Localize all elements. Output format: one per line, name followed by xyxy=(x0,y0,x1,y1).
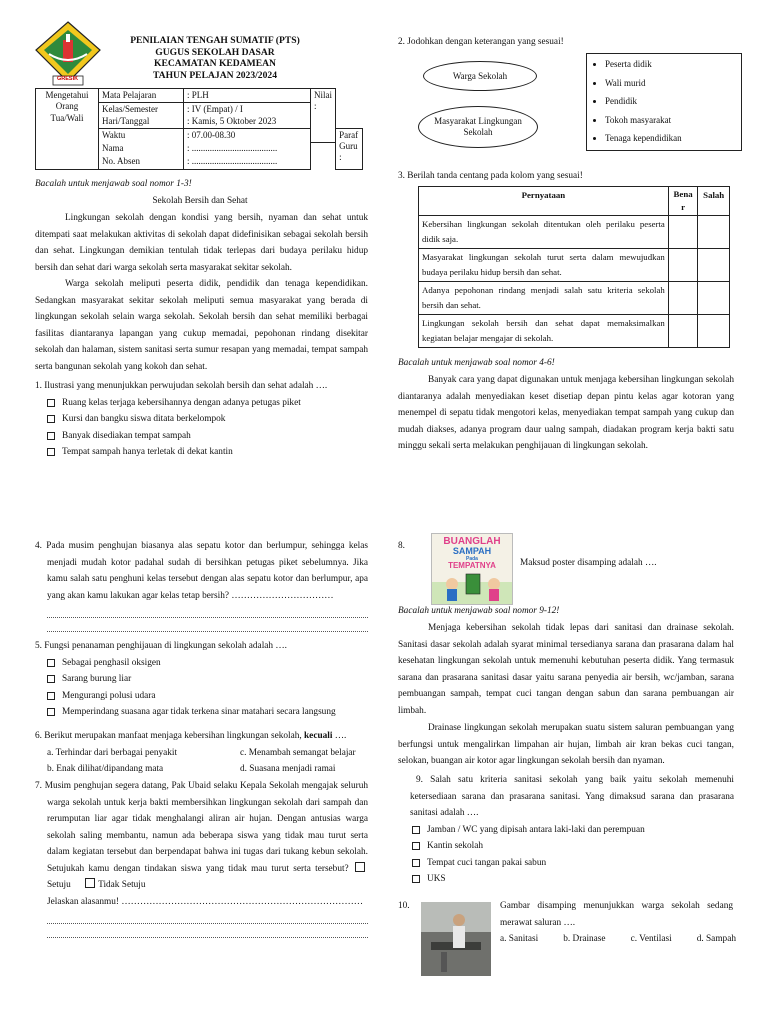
question-8-text: Maksud poster disamping adalah …. xyxy=(520,558,657,568)
reading2-paragraph-1: Banyak cara yang dapat digunakan untuk menjaga kebersihan lingkungan sekolah diantaranya adalah menyediakan keset disetiap depan pintu kelas agar kotoran yang menempel di sepatu tidak mengotori kelas, menyediakan tempat sampah yang cukup dan mudah diakses, adanya program daur ualng sampah, diadakan program kerja bakti satu minggu sekali serta melakukan penghijauan di lingkungan sekolah. xyxy=(398,375,734,451)
value-nama: : ...................................... xyxy=(184,142,311,155)
value-kelas: : IV (Empat) / I : Kamis, 5 Oktober 2023 xyxy=(184,103,311,129)
label-nama: Nama xyxy=(99,142,184,155)
reading1-paragraph-1: Lingkungan sekolah dengan kondisi yang bersih, nyaman dan sehat untuk ditempati saat melakukan aktivitas di sekolah dapat didefinisikan sebagai sekolah bersih dan sehat. Lingkungan demikian tentulah tidak terlepas dari budaya perilaku hidup bersih dan sehat dari warga sekolah serta masyarakat sekitar sekolah. xyxy=(35,213,368,273)
q10-option-b[interactable]: b. Drainase xyxy=(563,934,606,944)
question-9 xyxy=(398,772,734,888)
q10-option-d[interactable]: d. Sampah xyxy=(696,934,736,944)
q6-option-a[interactable]: a. Terhindar dari berbagai penyakit xyxy=(47,747,178,758)
label-absen: No. Absen xyxy=(99,155,184,169)
poster-image xyxy=(431,533,513,605)
answer-line[interactable] xyxy=(47,604,368,618)
question-4-text: 4. Pada musim penghujan biasanya alas sepatu kotor dan berlumpur, sehingga kelas menjadi mudah kotor padahal sudah di bersihkan petugas piket sebelumnya. Jika kamu salah satu penghuni kelas tersebut dengan alas sepatu kotor dan berlumpur, apa yang akan kamu lakukan agar kelas tetap bersih? …………………………… xyxy=(35,541,368,601)
school-logo xyxy=(33,20,103,88)
setuju-checkbox[interactable] xyxy=(355,862,365,872)
exam-header xyxy=(100,35,330,81)
answer-line[interactable] xyxy=(47,910,368,924)
table-row: Lingkungan sekolah bersih dan sehat dapat memaksimalkan kegiatan belajar mengajar di sekolah. xyxy=(419,315,730,348)
checkbox[interactable] xyxy=(412,826,420,834)
q10-option-a[interactable]: a. Sanitasi xyxy=(500,934,539,944)
q10-option-c[interactable]: c. Ventilasi xyxy=(630,934,672,944)
checkbox[interactable] xyxy=(47,692,55,700)
header-pernyataan: Pernyataan xyxy=(419,187,669,216)
q6-option-b[interactable]: b. Enak dilihat/dipandang mata xyxy=(47,764,164,774)
q1-option-1[interactable]: Ruang kelas terjaga kebersihannya dengan adanya petugas piket xyxy=(47,395,368,412)
logo-text: GRESIK xyxy=(57,76,79,82)
checkbox[interactable] xyxy=(412,859,420,867)
reading1-instruction: Bacalah untuk menjawab soal nomor 1-3! xyxy=(35,179,192,189)
cell-salah[interactable] xyxy=(698,315,730,348)
question-6 xyxy=(35,728,368,778)
cell-benar[interactable] xyxy=(668,282,698,315)
answer-line[interactable] xyxy=(47,924,368,938)
question-5 xyxy=(35,638,368,721)
question-8-number: 8. xyxy=(398,541,405,551)
table-row: Adanya pepohonan rindang menjadi salah satu kriteria sekolah bersih dan sehat. xyxy=(419,282,730,315)
paraf-cell xyxy=(336,128,363,169)
value-waktu: : 07.00-08.30 xyxy=(184,128,311,142)
q1-option-2[interactable]: Kursi dan bangku siswa ditata berkelompok xyxy=(47,411,368,428)
q3-statement-table xyxy=(418,186,730,348)
cell-salah[interactable] xyxy=(698,216,730,249)
label-mata-pelajaran: Mata Pelajaran xyxy=(99,89,184,103)
q2-item-5[interactable]: • Tenaga kependidikan xyxy=(605,129,741,148)
q2-item-2[interactable]: • Wali murid xyxy=(605,74,741,93)
question-1-text: 1. Ilustrasi yang menunjukkan perwujudan sekolah bersih dan sehat adalah …. xyxy=(35,381,328,391)
cell-benar[interactable] xyxy=(668,249,698,282)
question-5-text: 5. Fungsi penanaman penghijauan di lingkungan sekolah adalah …. xyxy=(35,641,287,651)
paraf-label: Paraf Guru : xyxy=(339,129,359,163)
tidak-setuju-checkbox[interactable] xyxy=(85,878,95,888)
header-line-3: KECAMATAN KEDAMEAN xyxy=(154,58,276,69)
question-7 xyxy=(35,778,368,938)
cell-salah[interactable] xyxy=(698,282,730,315)
table-row: Masyarakat lingkungan sekolah turut serta dalam mewujudkan budaya perilaku hidup bersih dan sehat. xyxy=(419,249,730,282)
q2-item-3[interactable]: • Pendidik xyxy=(605,92,741,111)
nilai-cell xyxy=(311,89,336,143)
question-10-number: 10. xyxy=(398,901,410,911)
q2-answer-box xyxy=(586,53,742,151)
nilai-label: Nilai : xyxy=(314,90,332,112)
q5-option-3[interactable]: Mengurangi polusi udara xyxy=(47,688,368,705)
q9-option-4[interactable]: UKS xyxy=(412,871,734,888)
q7-alasan: Jelaskan alasanmu! …………………………………………………………………… xyxy=(47,896,364,907)
setuju-label: Setuju xyxy=(47,880,71,890)
student-info-table xyxy=(35,88,363,170)
question-7-text: 7. Musim penghujan segera datang, Pak Ubaid selaku Kepala Sekolah mengajak seluruh warga sekolah untuk kerja bakti membersihkan lingkungan sekolah dari sampah dan rerumputan liar agar tidak menghalangi aliran air hujan. Dengan antusias warga sekolah saling membantu, namun ada beberapa siswa yang tidak mau turut serta dalam kegiatan tersebut dan berpendapat bahwa ini tugas dari tukang kebun sekolah. Setujukah kamu dengan tindakan siswa yang tidak mau turut serta tersebut? Setuju Tidak Setuju xyxy=(35,781,368,890)
header-line-2: GUGUS SEKOLAH DASAR xyxy=(155,46,275,58)
table-row: Kebersihan lingkungan sekolah ditentukan oleh perilaku peserta didik saja. xyxy=(419,216,730,249)
question-1 xyxy=(35,378,368,461)
checkbox[interactable] xyxy=(47,399,55,407)
cell-benar[interactable] xyxy=(668,315,698,348)
q2-item-1[interactable]: • Peserta didik xyxy=(605,55,741,74)
checkbox[interactable] xyxy=(47,708,55,716)
q6-option-d[interactable]: d. Suasana menjadi ramai xyxy=(240,764,336,774)
reading1-paragraph-2: Warga sekolah meliputi peserta didik, pendidik dan tenaga kependidikan. Sedangkan masyarakat sekitar sekolah meliputi semua masyarakat yang berada di lingkungan sekolah selain warga sekolah. Sekolah bersih dan sehat memiliki berbagai fasilitas diantaranya lapangan yang cukup memadai, pepohonan rindang disekitar sekolah dan halaman, sistem sanitasi serta sumur resapan yang memadai, tempat sampah serta bangunan sekolah yang kokoh dan sehat. xyxy=(35,279,368,372)
q5-option-2[interactable]: Sarang burung liar xyxy=(47,671,368,688)
checkbox[interactable] xyxy=(47,432,55,440)
cell-salah[interactable] xyxy=(698,249,730,282)
poster-line-4: TEMPATNYA xyxy=(448,561,496,570)
tidak-setuju-label: Tidak Setuju xyxy=(98,880,146,890)
reading2-instruction: Bacalah untuk menjawab soal nomor 4-6! xyxy=(398,358,555,368)
checkbox[interactable] xyxy=(47,675,55,683)
question-9-text: 9. Salah satu kriteria sanitasi sekolah yang baik yaitu sekolah memenuhi ketersediaan sarana dan prasarana sanitasi. Yang dimaksud sarana dan prasarana sanitasi adalah …. xyxy=(410,775,734,818)
question-3-text: 3. Berilah tanda centang pada kolom yang sesuai! xyxy=(398,171,583,181)
q10-options xyxy=(500,931,736,948)
value-mata-pelajaran: : PLH xyxy=(184,89,311,103)
q1-option-3[interactable]: Banyak disediakan tempat sampah xyxy=(47,428,368,445)
checkbox[interactable] xyxy=(47,448,55,456)
q1-option-4[interactable]: Tempat sampah hanya terletak di dekat kantin xyxy=(47,444,368,461)
q5-option-1[interactable]: Sebagai penghasil oksigen xyxy=(47,655,368,672)
question-6-text: 6. Berikut merupakan manfaat menjaga kebersihan lingkungan sekolah, kecuali …. xyxy=(35,731,347,741)
reading1-title: Sekolah Bersih dan Sehat xyxy=(152,196,248,206)
drainage-photo xyxy=(421,902,491,976)
parent-label: Mengetahui Orang Tua/Wali xyxy=(45,90,89,123)
cell-benar[interactable] xyxy=(668,216,698,249)
question-2-text: 2. Jodohkan dengan keterangan yang sesuai! xyxy=(398,37,564,47)
checkbox[interactable] xyxy=(412,842,420,850)
question-10-text: Gambar disamping menunjukkan warga sekolah sedang merawat saluran …. xyxy=(500,901,733,928)
checkbox[interactable] xyxy=(412,875,420,883)
poster-line-1: BUANGLAH xyxy=(443,536,501,547)
q9-option-3[interactable]: Tempat cuci tangan pakai sabun xyxy=(412,855,734,872)
oval-masyarakat[interactable]: Masyarakat Lingkungan Sekolah xyxy=(418,106,538,148)
label-kelas: Kelas/Semester Hari/Tanggal xyxy=(99,103,184,129)
q9-option-2[interactable]: Kantin sekolah xyxy=(412,838,734,855)
q5-option-4[interactable]: Memperindang suasana agar tidak terkena sinar matahari secara langsung xyxy=(47,704,368,721)
reading3-paragraph-2: Drainase lingkungan sekolah merupakan suatu sistem saluran pembuangan yang berfungsi untuk mengalirkan limpahan air hujan, limbah air kran bekas cuci tangan, selokan, buangan air kotor agar lingkungan sekolah bersih dan nyaman. xyxy=(398,723,734,766)
label-waktu: Waktu xyxy=(99,128,184,142)
checkbox[interactable] xyxy=(47,659,55,667)
header-salah: Salah xyxy=(698,187,730,216)
header-benar: Bena r xyxy=(668,187,698,216)
q6-option-c[interactable]: c. Menambah semangat belajar xyxy=(240,747,356,758)
q2-item-4[interactable]: • Tokoh masyarakat xyxy=(605,111,741,130)
poster-line-3: Pada xyxy=(466,556,478,562)
question-4 xyxy=(35,538,368,632)
answer-line[interactable] xyxy=(47,618,368,632)
value-absen: : ...................................... xyxy=(184,155,311,169)
checkbox[interactable] xyxy=(47,415,55,423)
parent-signature-cell xyxy=(36,89,99,170)
poster-line-2: SAMPAH xyxy=(452,546,492,556)
oval-warga-sekolah[interactable]: Warga Sekolah xyxy=(423,61,537,91)
q9-option-1[interactable]: Jamban / WC yang dipisah antara laki-laki dan perempuan xyxy=(412,822,734,839)
reading3-paragraph-1: Menjaga kebersihan sekolah tidak lepas dari sanitasi dan drainase sekolah. Sanitasi dasar sekolah adalah syarat minimal tersedianya sarana dan prasarana dalam hal kesehatan lingkungan sekolah untuk memenuhi kebutuhan peserta didik. Yang termasuk sarana dan prasarana sanitasi dasar yaitu sarana penyedia air bersih, wc/jamban, sarana pembuangan sampah, tempat cuci tangan dengan sabun dan sarana pembuangan air limbah. xyxy=(398,623,734,716)
header-line-1: PENILAIAN TENGAH SUMATIF (PTS) xyxy=(130,35,300,46)
header-line-4: TAHUN PELAJAN 2023/2024 xyxy=(152,69,277,81)
reading3-instruction: Bacalah untuk menjawab soal nomor 9-12! xyxy=(398,606,560,616)
